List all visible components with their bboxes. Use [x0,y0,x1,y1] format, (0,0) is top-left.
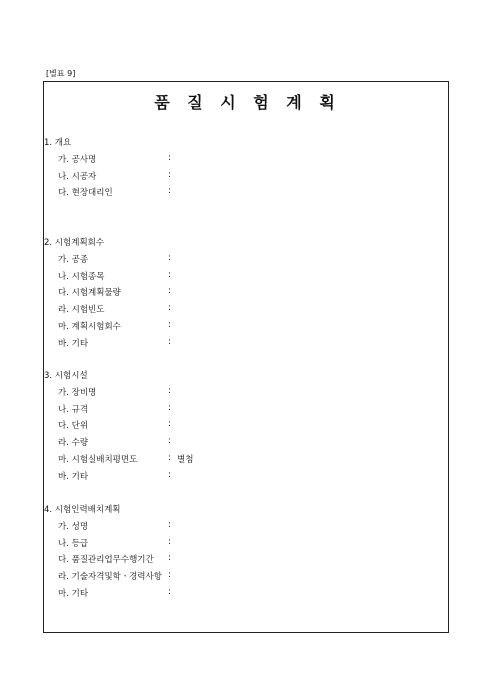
item-separator: : [168,536,171,547]
item-label: 바. 기타 [58,471,89,482]
form-frame [43,81,449,633]
item-separator: : [168,553,171,564]
item-label: 마. 시험실배치평면도 [58,455,138,465]
item-separator: : [168,186,171,197]
section-heading-3: 3. 시험시설 [44,371,88,381]
item-label: 나. 시공자 [58,171,97,182]
item-separator: : [168,269,171,280]
item-separator: : [168,336,171,347]
item-label: 다. 현장대리인 [58,188,113,199]
item-label: 가. 공종 [58,254,89,265]
item-label: 나. 시험종목 [58,271,105,282]
item-label: 마. 기타 [58,589,89,599]
item-separator: : [168,303,171,314]
item-label: 라. 기술자격및학ㆍ경력사항 [58,572,162,583]
item-separator: : [168,169,171,180]
item-separator: : [168,519,171,530]
item-label: 가. 성명 [58,521,89,532]
section-heading-4: 4. 시험인력배치계획 [44,505,121,515]
item-label: 다. 품질관리업무수행기간 [58,555,154,566]
item-label: 라. 수량 [58,438,89,449]
item-label: 라. 시험빈도 [58,305,105,316]
item-separator: : [168,152,171,163]
section-heading-2: 2. 시험계획회수 [44,238,105,248]
item-separator: : [168,469,171,480]
form-title: 품 질 시 험 계 획 [154,93,341,112]
item-separator: : [168,286,171,297]
item-separator: : [168,453,171,463]
item-separator: : [168,385,171,396]
item-separator: : [168,252,171,263]
item-separator: : [168,570,171,581]
item-separator: : [168,320,171,330]
item-label: 마. 계획시험회수 [58,322,121,332]
item-label: 가. 공사명 [58,154,97,165]
item-value: 별첨 [177,455,194,465]
item-label: 나. 규격 [58,404,89,415]
item-separator: : [168,587,171,597]
item-label: 가. 장비명 [58,387,97,398]
item-separator: : [168,436,171,447]
section-heading-1: 1. 개요 [44,138,72,148]
item-label: 다. 단위 [58,421,89,432]
item-separator: : [168,402,171,413]
annex-label: [별표 9] [46,69,76,78]
item-label: 나. 등급 [58,538,89,549]
item-label: 다. 시험계획물량 [58,288,121,299]
item-separator: : [168,419,171,430]
item-label: 바. 기타 [58,338,89,349]
